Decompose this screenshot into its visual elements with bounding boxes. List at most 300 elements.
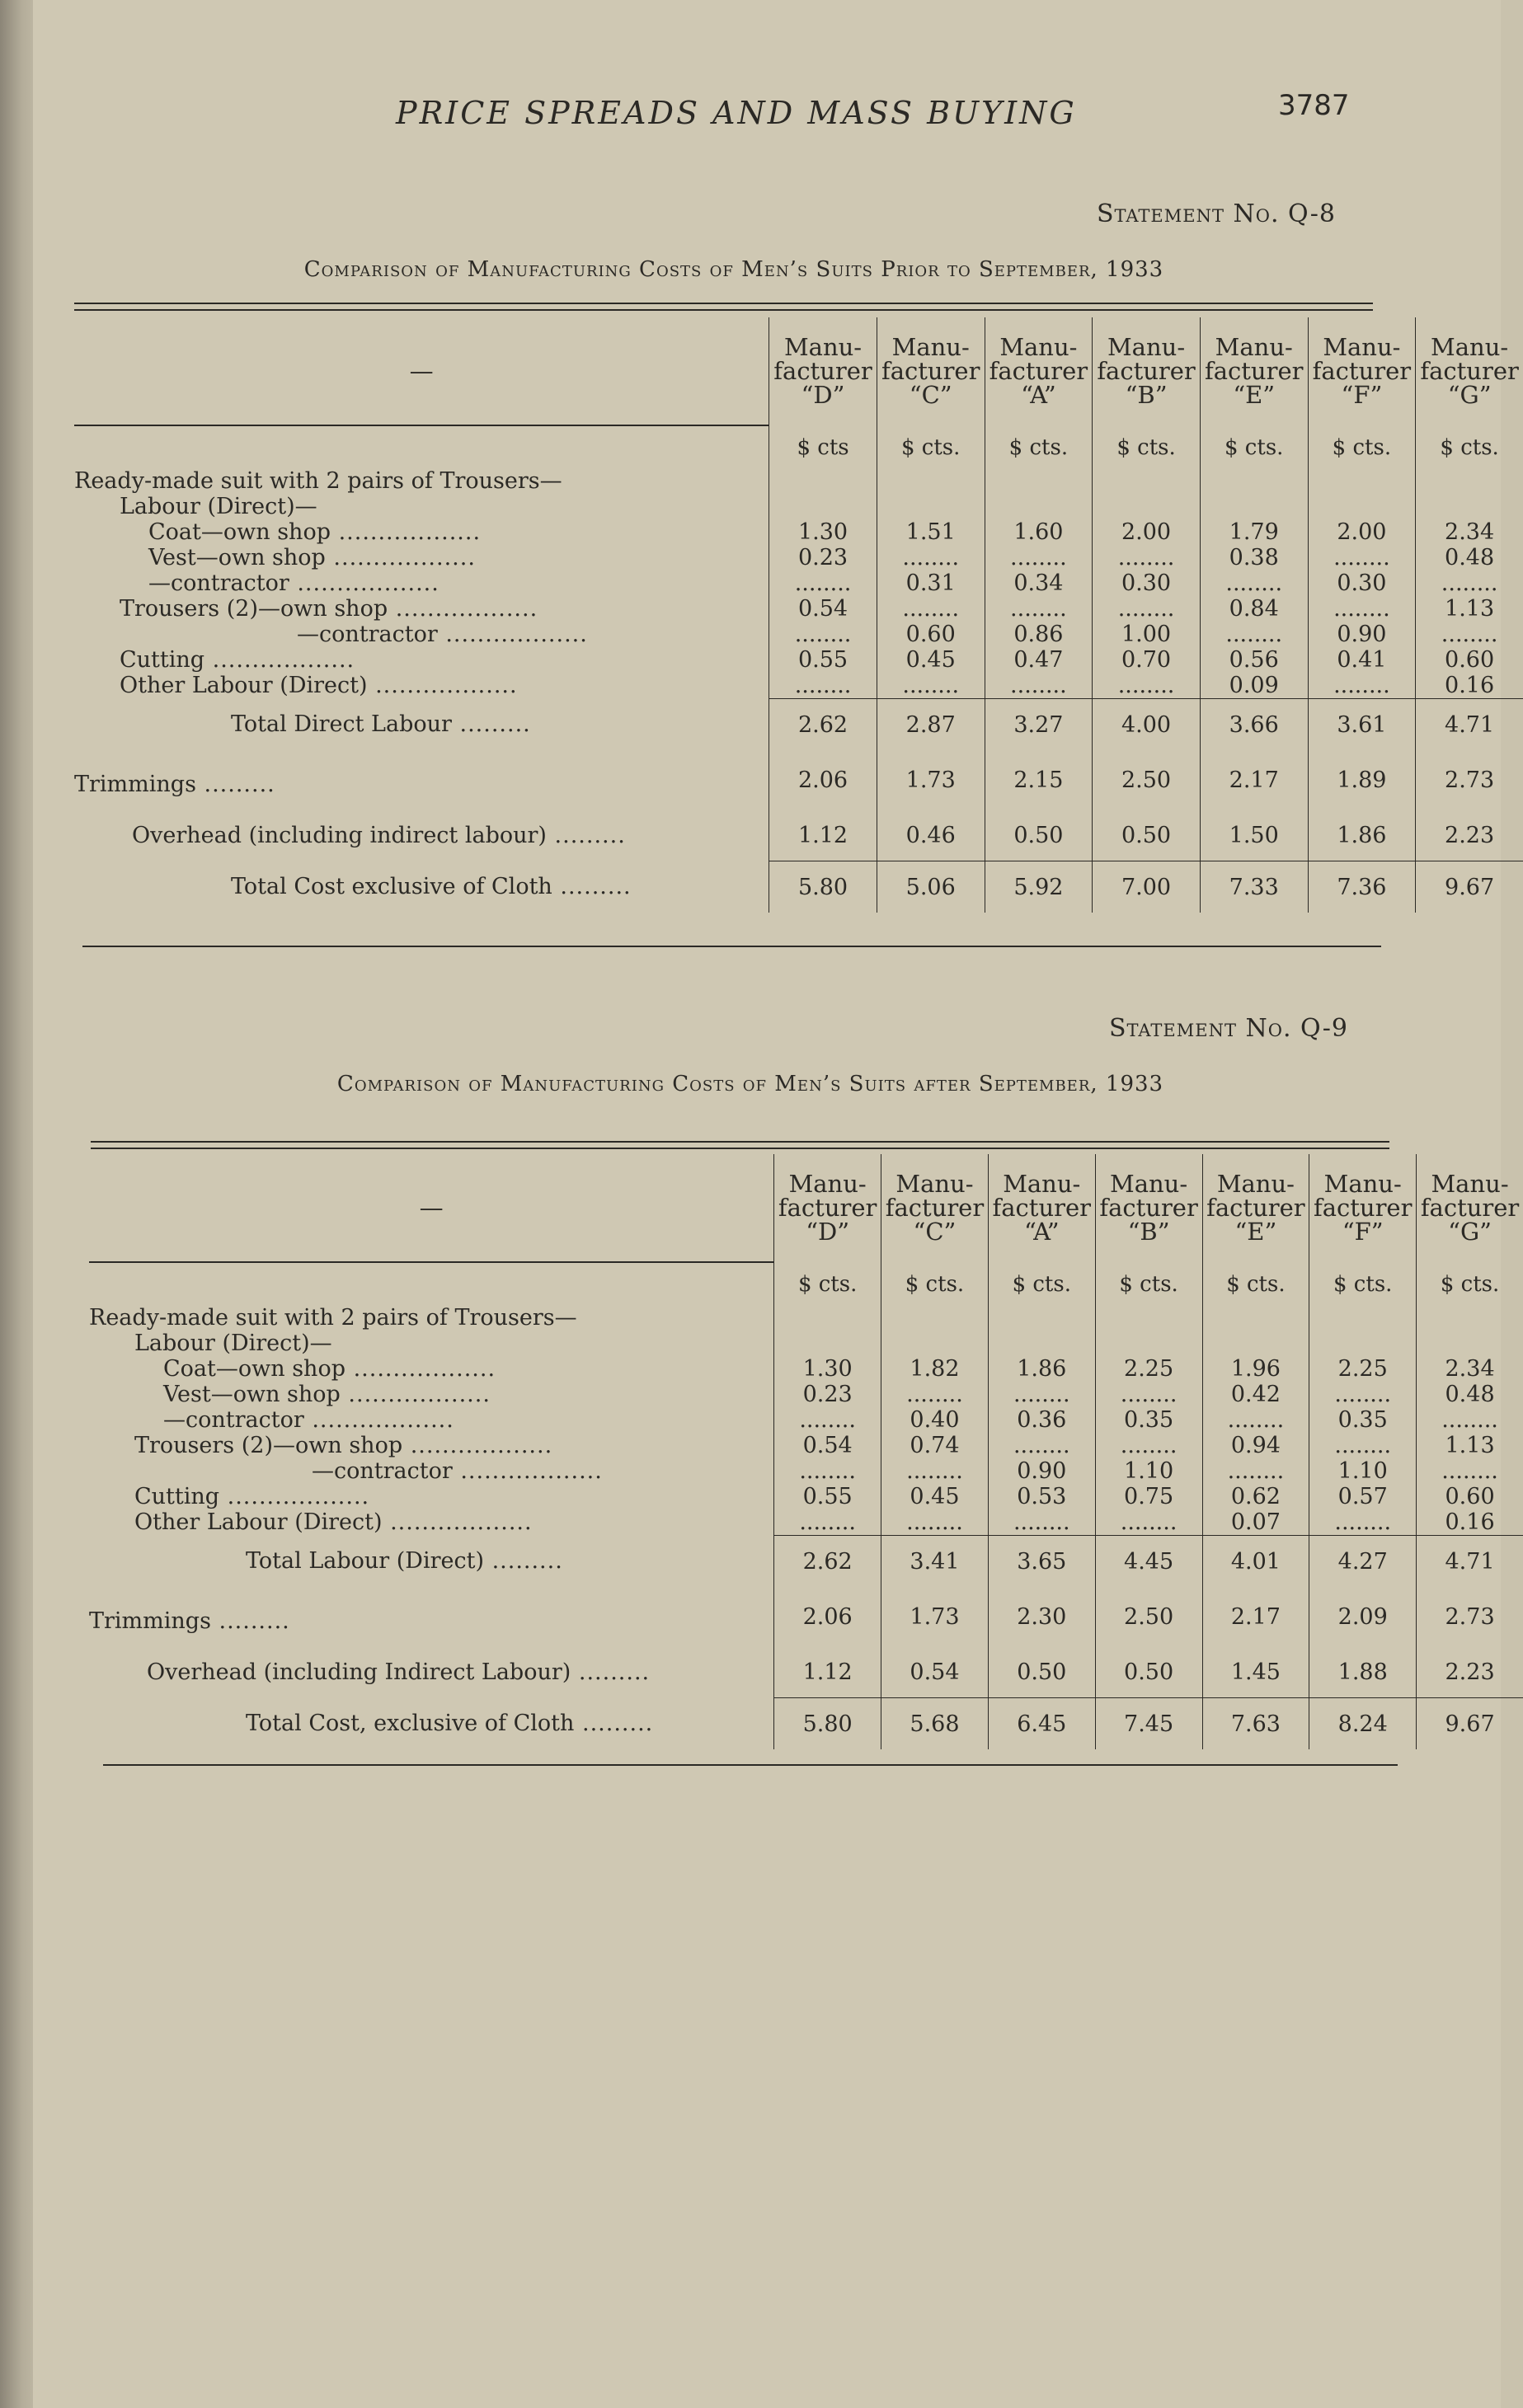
units-stub xyxy=(89,1262,774,1305)
detail-value: 2.00 xyxy=(1337,519,1387,545)
detail-value: ........ xyxy=(799,1509,856,1535)
row-label-trousers-contractor xyxy=(74,622,769,647)
summary-value: 0.50 xyxy=(1093,810,1201,861)
row-label-text: Labour (Direct)— xyxy=(120,494,317,519)
detail-value: 0.75 xyxy=(1124,1484,1174,1509)
detail-value: ........ xyxy=(1441,622,1498,647)
detail-value: 0.53 xyxy=(1017,1484,1067,1509)
detail-value: 0.48 xyxy=(1445,1382,1495,1407)
detail-value: ........ xyxy=(794,673,852,698)
manufacturer-header xyxy=(1416,317,1523,425)
detail-column xyxy=(1202,1305,1309,1536)
manufacturer-header-line: “G” xyxy=(1448,1218,1492,1246)
manufacturer-header-line: “G” xyxy=(1447,381,1492,409)
manufacturer-header-line: facturer xyxy=(1420,357,1519,385)
detail-value: 0.16 xyxy=(1445,1509,1495,1535)
detail-value: ........ xyxy=(799,1407,856,1433)
manufacturer-header-line: facturer xyxy=(1312,357,1412,385)
detail-value: ........ xyxy=(1225,622,1283,647)
detail-column xyxy=(774,1305,881,1536)
row-label-total-direct xyxy=(74,699,769,751)
summary-value: 2.73 xyxy=(1417,1587,1523,1646)
summary-value: 1.88 xyxy=(1309,1646,1417,1698)
summary-value: 7.36 xyxy=(1308,861,1416,913)
detail-value: ........ xyxy=(1225,570,1283,596)
detail-labels xyxy=(74,468,769,699)
leader-dots: .................. xyxy=(204,647,355,673)
row-label-text: Other Labour (Direct) xyxy=(134,1509,383,1535)
manufacturer-header xyxy=(1200,317,1308,425)
detail-column xyxy=(877,468,985,699)
summary-value: 1.73 xyxy=(881,1587,989,1646)
summary-value: 5.92 xyxy=(985,861,1093,913)
leader-dots: .................. xyxy=(340,1382,491,1407)
row-label-total-cost xyxy=(74,861,769,913)
statement-label-q9: Statement No. Q-9 xyxy=(1109,1014,1348,1043)
summary-value: 3.61 xyxy=(1308,699,1416,751)
summary-value: 3.65 xyxy=(988,1536,1095,1588)
leader-dots: .................. xyxy=(289,570,440,596)
manufacturer-header-line: “C” xyxy=(913,1218,957,1246)
row-label-coat xyxy=(89,1356,773,1382)
manufacturer-header-line: “B” xyxy=(1127,1218,1170,1246)
detail-value: 1.10 xyxy=(1337,1458,1388,1484)
summary-value: 2.17 xyxy=(1200,750,1308,810)
leader-dots: .................. xyxy=(382,1509,533,1535)
summary-value: 4.00 xyxy=(1093,699,1201,751)
detail-column xyxy=(769,468,877,699)
detail-value: 0.62 xyxy=(1230,1484,1281,1509)
detail-value: 0.45 xyxy=(905,647,956,673)
units-stub xyxy=(74,425,769,468)
manufacturer-header-line: facturer xyxy=(881,357,980,385)
row-label-text: Cutting xyxy=(134,1484,220,1509)
row-label-other xyxy=(89,1509,773,1535)
detail-value: 0.84 xyxy=(1229,596,1279,622)
detail-value: ........ xyxy=(1013,1382,1070,1407)
table1-bottom-rule xyxy=(82,946,1381,947)
manufacturer-header-line: Manu- xyxy=(891,333,970,361)
summary-value: 5.68 xyxy=(881,1698,989,1750)
manufacturer-header-line: facturer xyxy=(1204,357,1304,385)
manufacturer-header-line: “E” xyxy=(1234,1218,1277,1246)
manufacturer-header-line: facturer xyxy=(1099,1194,1198,1222)
detail-value: ........ xyxy=(1333,673,1390,698)
summary-value: 4.27 xyxy=(1309,1536,1417,1588)
row-label-text: Vest—own shop xyxy=(163,1382,341,1407)
stub-header: — xyxy=(89,1154,774,1262)
row-label-text: Vest—own shop xyxy=(148,545,326,570)
row-label-cutting xyxy=(89,1484,773,1509)
detail-value: 2.00 xyxy=(1121,519,1172,545)
detail-value: ........ xyxy=(906,1509,963,1535)
summary-value: 5.06 xyxy=(877,861,985,913)
manufacturer-header-line: facturer xyxy=(1420,1194,1520,1222)
detail-column xyxy=(1308,468,1416,699)
units-cell: $ cts. xyxy=(1202,1262,1309,1305)
manufacturer-header-line: facturer xyxy=(1206,1194,1305,1222)
leader-dots: .................. xyxy=(330,519,482,545)
units-cell: $ cts. xyxy=(988,1262,1095,1305)
manufacturer-header xyxy=(1202,1154,1309,1262)
manufacturer-header-line: “D” xyxy=(806,1218,850,1246)
row-label-text: —contractor xyxy=(148,570,289,596)
summary-value: 7.63 xyxy=(1202,1698,1309,1750)
detail-value: 1.10 xyxy=(1124,1458,1174,1484)
row-label-total-cost xyxy=(89,1698,774,1750)
summary-value: 1.50 xyxy=(1200,810,1308,861)
summary-value: 4.71 xyxy=(1416,699,1523,751)
row-label-trousers-contractor xyxy=(89,1458,773,1484)
detail-value: 0.48 xyxy=(1445,545,1495,570)
manufacturer-header-line: facturer xyxy=(989,357,1088,385)
manufacturer-header xyxy=(985,317,1093,425)
manufacturer-header-line: Manu- xyxy=(895,1170,974,1198)
detail-value: 1.00 xyxy=(1121,622,1172,647)
row-label-cutting xyxy=(74,647,769,673)
summary-value: 2.15 xyxy=(985,750,1093,810)
detail-value: 0.74 xyxy=(910,1433,960,1458)
manufacturer-header-line: Manu- xyxy=(1216,1170,1295,1198)
summary-value: 1.89 xyxy=(1308,750,1416,810)
detail-column xyxy=(1095,1305,1202,1536)
manufacturer-header xyxy=(877,317,985,425)
units-cell: $ cts. xyxy=(774,1262,881,1305)
detail-value: 0.47 xyxy=(1013,647,1064,673)
units-cell: $ cts. xyxy=(985,425,1093,468)
detail-value: 0.40 xyxy=(910,1407,960,1433)
manufacturer-header-line: Manu- xyxy=(1431,333,1509,361)
detail-value: 0.23 xyxy=(797,545,848,570)
manufacturer-header xyxy=(769,317,877,425)
detail-column xyxy=(1309,1305,1417,1536)
units-cell: $ cts. xyxy=(1417,1262,1523,1305)
statement-label-q8: Statement No. Q-8 xyxy=(1097,199,1336,228)
row-label-labour xyxy=(89,1331,773,1356)
detail-value: ........ xyxy=(1334,1509,1392,1535)
table1-caption: Comparison of Manufacturing Costs of Men’s Suits Prior to September, 1933 xyxy=(303,257,1164,282)
detail-value: ........ xyxy=(902,673,960,698)
row-label-text: —contractor xyxy=(312,1458,453,1484)
row-label-text: Total Labour (Direct) xyxy=(246,1548,484,1575)
manufacturer-header-line: facturer xyxy=(992,1194,1092,1222)
detail-value: 0.30 xyxy=(1121,570,1172,596)
manufacturer-header-line: Manu- xyxy=(1110,1170,1188,1198)
table2-bottom-rule xyxy=(103,1764,1398,1766)
detail-value: ........ xyxy=(794,622,852,647)
units-cell: $ cts. xyxy=(877,425,985,468)
units-cell: $ cts. xyxy=(1093,425,1201,468)
leader-dots: .................. xyxy=(452,1458,603,1484)
detail-value: ........ xyxy=(1117,545,1175,570)
detail-value: 0.54 xyxy=(797,596,848,622)
summary-value: 1.73 xyxy=(877,750,985,810)
summary-value: 0.50 xyxy=(985,810,1093,861)
row-label-trousers xyxy=(74,596,769,622)
row-label-suit xyxy=(89,1305,773,1331)
stub-header: — xyxy=(74,317,769,425)
detail-column xyxy=(985,468,1093,699)
row-label-text: Ready-made suit with 2 pairs of Trousers— xyxy=(74,468,562,494)
units-cell: $ cts xyxy=(769,425,877,468)
manufacturer-header-line: facturer xyxy=(885,1194,985,1222)
detail-value: ........ xyxy=(1010,596,1067,622)
detail-value: ........ xyxy=(1333,596,1390,622)
detail-column xyxy=(1200,468,1308,699)
detail-value: ........ xyxy=(902,596,960,622)
detail-value: 1.86 xyxy=(1017,1356,1067,1382)
row-label-vest-contractor xyxy=(89,1407,773,1433)
detail-value: 1.13 xyxy=(1445,1433,1495,1458)
manufacturer-header xyxy=(1308,317,1416,425)
row-label-text: Trousers (2)—own shop xyxy=(120,596,388,622)
row-label-total-direct xyxy=(89,1536,774,1588)
detail-value: 2.25 xyxy=(1124,1356,1174,1382)
summary-value: 2.09 xyxy=(1309,1587,1417,1646)
row-label-text: Ready-made suit with 2 pairs of Trousers— xyxy=(89,1305,577,1331)
summary-value: 3.66 xyxy=(1200,699,1308,751)
detail-column xyxy=(881,1305,989,1536)
summary-value: 2.50 xyxy=(1095,1587,1202,1646)
detail-value: 1.96 xyxy=(1230,1356,1281,1382)
summary-value: 0.54 xyxy=(881,1646,989,1698)
units-cell: $ cts. xyxy=(1308,425,1416,468)
summary-value: 8.24 xyxy=(1309,1698,1417,1750)
table2-top-rule xyxy=(91,1141,1389,1149)
manufacturer-header-line: Manu- xyxy=(1323,1170,1402,1198)
detail-value: ........ xyxy=(906,1458,963,1484)
summary-value: 1.12 xyxy=(769,810,877,861)
detail-value: 0.31 xyxy=(905,570,956,596)
summary-value: 7.33 xyxy=(1200,861,1308,913)
detail-value: 1.30 xyxy=(802,1356,853,1382)
summary-value: 3.41 xyxy=(881,1536,989,1588)
leader-dots: ......... xyxy=(546,822,626,848)
detail-value: 2.34 xyxy=(1445,519,1495,545)
summary-value: 3.27 xyxy=(985,699,1093,751)
detail-value: 0.70 xyxy=(1121,647,1172,673)
row-label-suit xyxy=(74,468,769,494)
manufacturer-header-line: Manu- xyxy=(788,1170,867,1198)
row-label-overhead xyxy=(74,810,769,861)
row-label-vest xyxy=(74,545,769,570)
manufacturer-header-line: facturer xyxy=(778,1194,877,1222)
summary-value: 2.17 xyxy=(1202,1587,1309,1646)
table2-caption: Comparison of Manufacturing Costs of Men’s Suits after September, 1933 xyxy=(336,1072,1164,1096)
summary-value: 2.50 xyxy=(1093,750,1201,810)
detail-value: ........ xyxy=(1010,545,1067,570)
leader-dots: ......... xyxy=(195,771,275,797)
detail-value: ........ xyxy=(1117,596,1175,622)
leader-dots: .................. xyxy=(388,596,538,622)
table1-top-rule xyxy=(74,303,1373,311)
detail-value: ........ xyxy=(1117,673,1175,698)
detail-value: 0.41 xyxy=(1337,647,1387,673)
summary-value: 1.12 xyxy=(774,1646,881,1698)
summary-value: 2.62 xyxy=(774,1536,881,1588)
running-title: PRICE SPREADS AND MASS BUYING xyxy=(396,95,1077,131)
summary-value: 4.45 xyxy=(1095,1536,1202,1588)
manufacturer-header-line: Manu- xyxy=(1323,333,1401,361)
detail-value: 0.94 xyxy=(1230,1433,1281,1458)
detail-value: 0.55 xyxy=(802,1484,853,1509)
manufacturer-header xyxy=(774,1154,881,1262)
detail-value: 1.51 xyxy=(905,519,956,545)
detail-value: 0.23 xyxy=(802,1382,853,1407)
manufacturer-header-line: facturer xyxy=(1097,357,1196,385)
detail-value: 0.54 xyxy=(802,1433,853,1458)
row-label-text: Total Cost, exclusive of Cloth xyxy=(246,1711,575,1737)
detail-value: ........ xyxy=(1120,1382,1178,1407)
row-label-text: Coat—own shop xyxy=(148,519,331,545)
detail-value: 0.86 xyxy=(1013,622,1064,647)
row-label-text: Cutting xyxy=(120,647,205,673)
leader-dots: ......... xyxy=(552,874,632,900)
manufacturer-header xyxy=(988,1154,1095,1262)
row-label-text: Other Labour (Direct) xyxy=(120,673,368,698)
summary-value: 1.45 xyxy=(1202,1646,1309,1698)
row-label-overhead xyxy=(89,1646,774,1698)
detail-value: 0.09 xyxy=(1229,673,1279,698)
summary-value: 2.06 xyxy=(769,750,877,810)
row-label-coat xyxy=(74,519,769,545)
summary-value: 0.46 xyxy=(877,810,985,861)
detail-value: ........ xyxy=(1334,1433,1392,1458)
row-label-text: —contractor xyxy=(297,622,438,647)
manufacturer-header-line: Manu- xyxy=(1431,1170,1509,1198)
row-label-other xyxy=(74,673,769,698)
summary-value: 2.62 xyxy=(769,699,877,751)
units-cell: $ cts. xyxy=(1416,425,1523,468)
leader-dots: .................. xyxy=(325,545,476,570)
detail-value: ........ xyxy=(1013,1509,1070,1535)
summary-value: 0.50 xyxy=(988,1646,1095,1698)
detail-value: ........ xyxy=(902,545,960,570)
units-cell: $ cts. xyxy=(881,1262,989,1305)
leader-dots: .................. xyxy=(345,1356,496,1382)
summary-value: 1.86 xyxy=(1308,810,1416,861)
detail-value: 0.45 xyxy=(910,1484,960,1509)
detail-value: ........ xyxy=(1120,1433,1178,1458)
row-label-trousers xyxy=(89,1433,773,1458)
units-cell: $ cts. xyxy=(1200,425,1308,468)
row-label-text: Trousers (2)—own shop xyxy=(134,1433,403,1458)
summary-value: 4.01 xyxy=(1202,1536,1309,1588)
detail-value: ........ xyxy=(906,1382,963,1407)
summary-value: 6.45 xyxy=(988,1698,1095,1750)
detail-value: ........ xyxy=(1441,1458,1498,1484)
row-label-text: Total Direct Labour xyxy=(231,711,452,738)
leader-dots: ......... xyxy=(483,1548,563,1575)
manufacturer-header-line: “C” xyxy=(909,381,952,409)
detail-value: 0.35 xyxy=(1337,1407,1388,1433)
detail-value: 0.55 xyxy=(797,647,848,673)
summary-value: 2.73 xyxy=(1416,750,1523,810)
manufacturer-header-line: facturer xyxy=(773,357,872,385)
summary-value: 7.45 xyxy=(1095,1698,1202,1750)
manufacturer-header-line: facturer xyxy=(1313,1194,1413,1222)
manufacturer-header xyxy=(881,1154,989,1262)
units-cell: $ cts. xyxy=(1309,1262,1417,1305)
leader-dots: ......... xyxy=(451,711,531,738)
summary-value: 5.80 xyxy=(769,861,877,913)
leader-dots: ......... xyxy=(571,1659,651,1685)
detail-value: 0.30 xyxy=(1337,570,1387,596)
manufacturer-header xyxy=(1095,1154,1202,1262)
detail-labels xyxy=(89,1305,774,1536)
detail-value: 0.56 xyxy=(1229,647,1279,673)
detail-value: ........ xyxy=(1010,673,1067,698)
manufacturer-header-line: “B” xyxy=(1125,381,1168,409)
manufacturer-header xyxy=(1309,1154,1417,1262)
summary-value: 0.50 xyxy=(1095,1646,1202,1698)
row-label-trimmings xyxy=(89,1587,774,1646)
leader-dots: ......... xyxy=(210,1608,290,1634)
summary-value: 5.80 xyxy=(774,1698,881,1750)
units-cell: $ cts. xyxy=(1095,1262,1202,1305)
row-label-vest xyxy=(89,1382,773,1407)
manufacturer-header-line: “F” xyxy=(1341,381,1383,409)
detail-column xyxy=(1416,468,1523,699)
detail-column xyxy=(988,1305,1095,1536)
manufacturer-header-line: “A” xyxy=(1021,381,1056,409)
detail-value: ........ xyxy=(794,570,852,596)
row-label-text: Overhead (including Indirect Labour) xyxy=(147,1659,571,1685)
summary-value: 7.00 xyxy=(1093,861,1201,913)
detail-value: ........ xyxy=(1441,1407,1498,1433)
manufacturer-header-line: Manu- xyxy=(1215,333,1293,361)
summary-value: 2.30 xyxy=(988,1587,1095,1646)
summary-value: 9.67 xyxy=(1416,861,1523,913)
manufacturer-header-line: “E” xyxy=(1233,381,1276,409)
detail-value: 0.60 xyxy=(1445,647,1495,673)
detail-value: 0.60 xyxy=(905,622,956,647)
detail-value: ........ xyxy=(1441,570,1498,596)
manufacturer-header-line: Manu- xyxy=(1107,333,1186,361)
manufacturer-header xyxy=(1417,1154,1523,1262)
detail-value: ........ xyxy=(1227,1458,1285,1484)
detail-value: 0.90 xyxy=(1017,1458,1067,1484)
detail-value: 0.16 xyxy=(1445,673,1495,698)
summary-value: 9.67 xyxy=(1417,1698,1523,1750)
page-number: 3787 xyxy=(1278,89,1350,122)
summary-value: 4.71 xyxy=(1417,1536,1523,1588)
detail-value: 2.25 xyxy=(1337,1356,1388,1382)
row-label-text: Overhead (including indirect labour) xyxy=(132,822,547,848)
manufacturer-header-line: “F” xyxy=(1342,1218,1384,1246)
detail-value: 1.82 xyxy=(910,1356,960,1382)
detail-column xyxy=(1417,1305,1523,1536)
leader-dots: .................. xyxy=(402,1433,553,1458)
row-label-text: Coat—own shop xyxy=(163,1356,345,1382)
detail-column xyxy=(1093,468,1201,699)
row-label-text: Labour (Direct)— xyxy=(134,1331,332,1356)
row-label-labour xyxy=(74,494,769,519)
detail-value: 0.60 xyxy=(1445,1484,1495,1509)
detail-value: ........ xyxy=(1334,1382,1392,1407)
detail-value: ........ xyxy=(1333,545,1390,570)
row-label-text: Total Cost exclusive of Cloth xyxy=(231,874,552,900)
detail-value: ........ xyxy=(799,1458,856,1484)
row-label-text: —contractor xyxy=(163,1407,304,1433)
detail-value: 2.34 xyxy=(1445,1356,1495,1382)
manufacturer-header-line: Manu- xyxy=(999,333,1078,361)
summary-value: 2.23 xyxy=(1416,810,1523,861)
detail-value: 0.90 xyxy=(1337,622,1387,647)
row-label-vest-contractor xyxy=(74,570,769,596)
detail-value: 1.60 xyxy=(1013,519,1064,545)
detail-value: 0.35 xyxy=(1124,1407,1174,1433)
